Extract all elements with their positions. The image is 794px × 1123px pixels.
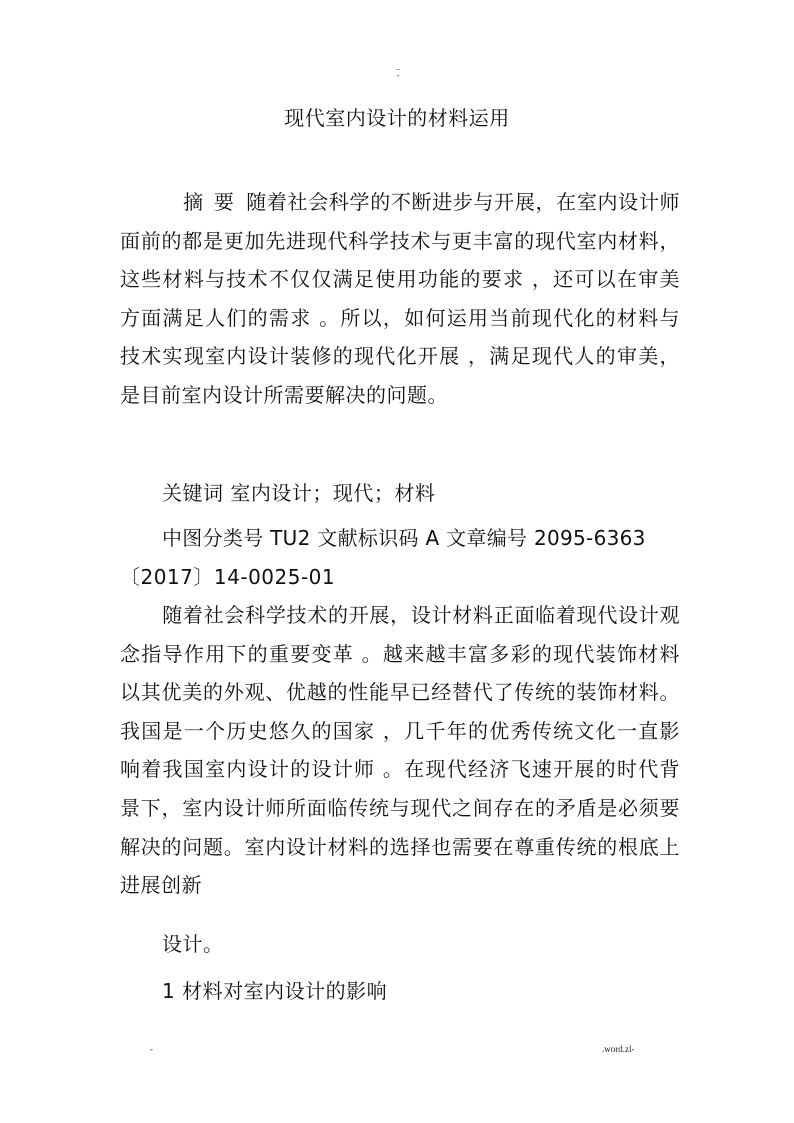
abstract-label: 摘 要 [183,190,237,214]
abstract-text: 随着社会科学的不断进步与开展，在室内设计师面前的都是更加先进现代科学技术与更丰富的现代室内材料，这些材料与技术不仅仅满足使用功能的要求 ，还可以在审美方面满足人们的需求 。所以，如何运用当前现代化的材料与技术实现室内设计装修的现代化开展 ，满足现代人的审美，是目前室内设计所需要解决的问题。 [120,190,681,407]
paragraph-1-end: 设计。 [162,932,224,956]
classification-block [120,519,680,596]
classification-line: 中图分类号 TU2 文献标识码 A 文章编号 2095-6363 [162,526,646,550]
section-heading: 1 材料对室内设计的影响 [162,979,388,1003]
footer-left-mark: - [150,1044,153,1054]
header-dash: - [396,71,400,80]
body-paragraph-1 [120,596,680,905]
header-mark [392,64,404,80]
document-title: 现代室内设计的材料运用 [284,106,510,130]
footer-right-mark: .word.zl- [602,1044,635,1054]
abstract-paragraph [120,183,680,415]
header-dots: .. [396,63,400,72]
keywords-line: 关键词 室内设计；现代；材料 [162,481,436,505]
classification-continuation: 〔2017〕14-0025-01 [120,564,336,589]
paragraph-text: 随着社会科学技术的开展，设计材料正面临着现代设计观念指导作用下的重要变革 。越来越丰富多彩的现代装饰材料以其优美的外观、优越的性能早已经替代了传统的装饰材料。我国是一个历史悠久的国家 ，几千年的优秀传统文化一直影响着我国室内设计的设计师 。在现代经济飞速开展的时代背景下，室内设计师所面临传统与现代之间存在的矛盾是必须要解决的问题。室内设计材料的选择也需要在尊重传统的根底上进展创新 [120,603,680,898]
